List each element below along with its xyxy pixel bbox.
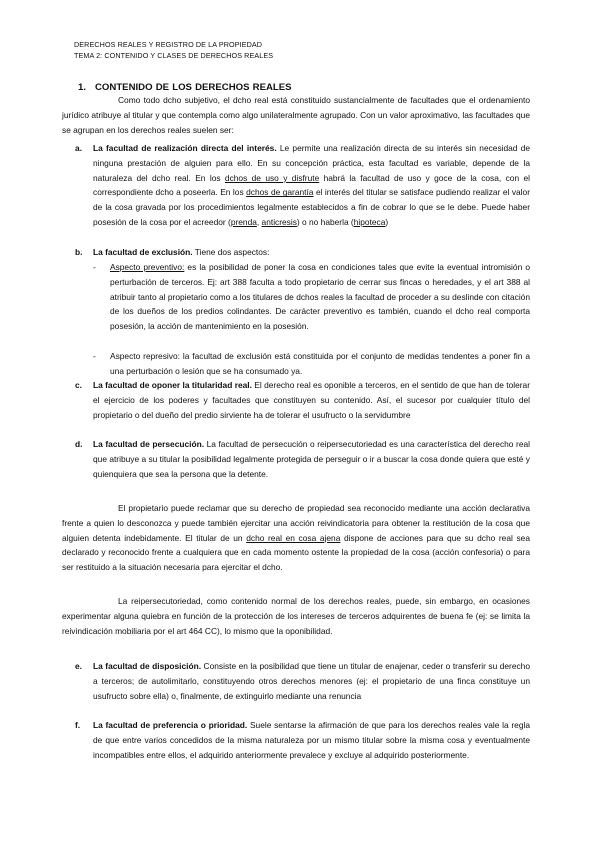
sub-item-label: Aspecto preventivo: [110,262,185,272]
list-item-b: b. La facultad de exclusión. Tiene dos aspectos: [62,245,530,260]
list-marker: b. [75,247,83,257]
intro-paragraph: Como todo dcho subjetivo, el dcho real está constituido sustancialmente de facultades que el ordenamiento jurídico atribuye al titular y que contempla como algo unilateralmente agrupado. Con un valor aproximativo, las facultades que se agrupan en los derechos reales suelen ser: [62,95,530,135]
item-title: La facultad de preferencia o prioridad. [93,720,248,730]
sub-item-preventive: - Aspecto preventivo: es la posibilidad de poner la cosa en condiciones tales que evite la eventual intromisión o perturbación de terceros. Ej: art 388 faculta a todo propietario de cerrar sus fincas o heredades, y el art 388 al atribuir tanto al propietario como a los titulares de dchos reales la facultad de proceder a su deslinde con citación de los dueños de los predios colindantes. De carácter preventivo es también, cuando el dcho real comporta posesión, la acción de mantenimiento en la posesión. [93,262,530,332]
item-title: La facultad de persecución. [93,439,205,449]
document-header [74,39,273,61]
list-marker: f. [75,720,81,730]
list-marker: a. [75,143,82,153]
item-title: La facultad de exclusión. [93,247,193,257]
item-title: La facultad de realización directa del interés. [93,143,277,153]
item-title: La facultad de oponer la titularidad real. [93,380,252,390]
underlined-term: anticresis [261,216,297,227]
sub-item-repressive: - Aspecto represivo: la facultad de exclusión está constituida por el conjunto de medidas tendentes a poner fin a una perturbación o lesión que se ha consumado ya. [93,351,530,376]
list-marker: e. [75,661,82,671]
header-subject: DERECHOS REALES Y REGISTRO DE LA PROPIEDAD [74,40,263,49]
paragraph-reclamation: El propietario puede reclamar que su derecho de propiedad sea reconocido mediante una acción declarativa frente a quien lo desconozca y puede también ejercitar una acción reivindicatoria para obtener la restitución de la cosa que alguien detenta indebidamente. El titular de un dcho real en cosa ajena dispone de acciones para que su dcho real sea declarado y reconocido frente a cualquiera que en cada momento ostente la propiedad de la cosa (acción confesoria) o para ser restituido a la situación necesaria para ejercitar el dcho. [62,503,530,573]
section-number: 1. [78,82,87,93]
section-title: CONTENIDO DE LOS DERECHOS REALES [95,82,292,93]
underlined-term: hipoteca [353,216,386,227]
underlined-term: dchos de uso y disfrute [224,172,320,183]
underlined-term: dchos de garantía [246,187,314,198]
paragraph-reipersecutoriedad: La reipersecutoriedad, como contenido normal de los derechos reales, puede, sin embargo, en ocasiones experimentar alguna quiebra en función de la protección de los intereses de terceros adquirentes de buena fe (ej: se limita la reivindicación mobiliaria por el art 464 CC), lo mismo que la oponibilidad. [62,596,530,636]
item-title: La facultad de disposición. [93,661,202,671]
list-item-e: e. La facultad de disposición. Consiste en la posibilidad que tiene un titular de enajenar, ceder o transferir su derecho a terceros; de autolimitarlo, constituyendo otros derechos menores (ej: el propietario de una finca constituye un usufructo sobre ella) o, finalmente, de extinguirlo mediante una renuncia [75,661,530,701]
dash-bullet: - [93,351,96,361]
list-marker: d. [75,439,83,449]
list-item-c: c. La facultad de oponer la titularidad real. El derecho real es oponible a terceros, en el sentido de que han de tolerar el ejercicio de los poderes y facultades que constituyen su contenido. Así, el sucesor por cualquier título del propietario o del dueño del predio sirviente ha de tolerar el usufructo o la servidumbre [75,380,530,420]
list-item-d: d. La facultad de persecución. La facultad de persecución o reipersecutoriedad es una característica del derecho real que atribuye a su titular la posibilidad legalmente protegida de perseguir o ir a buscar la cosa donde quiera que esté y quienquiera que sea la persona que la detente. [75,439,530,479]
list-marker: c. [75,380,82,390]
list-item-a: a. La facultad de realización directa del interés. Le permite una realización directa de su interés sin necesidad de ninguna prestación de alguien para ello. En su concepción práctica, esta facultad es variable, depende de la naturaleza del dcho real. En los dchos de uso y disfrute habrá la facultad de uso y goce de la cosa, con el correspondiente dcho a poseerla. En los dchos de garantía el interés del titular se satisface pudiendo realizar el valor de la cosa gravada por los procedimientos legalmente establecidos a fin de cobrar lo que se le debe. Puede haber posesión de la cosa por el acreedor (prenda, anticresis) o no haberla (hipoteca) [75,143,531,227]
underlined-term: prenda [230,216,257,227]
dash-bullet: - [93,262,96,272]
underlined-term: dcho real en cosa ajena [246,532,341,543]
list-item-f: f. La facultad de preferencia o prioridad. Suele sentarse la afirmación de que para los derechos reales vale la regla de que entre varios concedidos de la misma naturaleza por un mismo titular sobre la misma cosa y eventualmente incompatibles entre ellos, el adquirido anteriormente prevalece y excluye al adquirido posteriormente. [75,720,531,760]
header-topic: TEMA 2: CONTENIDO Y CLASES DE DERECHOS REALES [74,51,274,60]
section-heading [78,82,292,93]
